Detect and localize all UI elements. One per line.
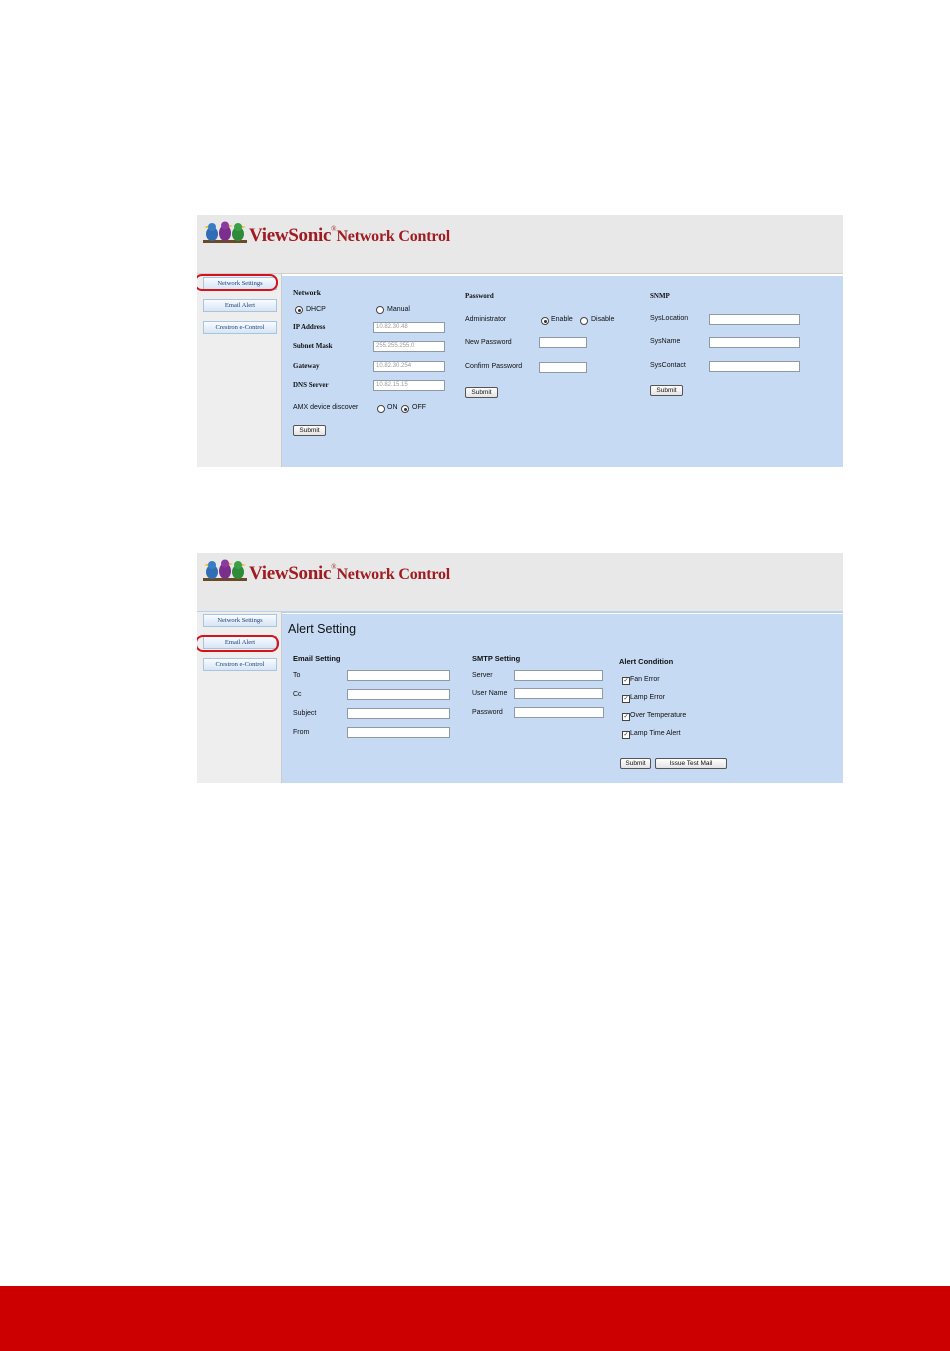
subject-label: Subject xyxy=(293,710,317,717)
over-temperature-label: Over Temperature xyxy=(630,712,687,719)
subject-input[interactable] xyxy=(347,708,450,719)
password-submit-button[interactable]: Submit xyxy=(465,387,498,398)
brand-name: ViewSonic xyxy=(249,225,332,246)
smtp-setting-heading: SMTP Setting xyxy=(472,654,521,663)
lamp-time-alert-label: Lamp Time Alert xyxy=(630,730,681,737)
subnet-mask-input[interactable]: 255.255.255.0 xyxy=(373,341,445,352)
cc-label: Cc xyxy=(293,691,302,698)
lamp-error-checkbox[interactable]: ✓ xyxy=(623,696,629,702)
amx-on-label: ON xyxy=(387,404,398,411)
sidebar-item-crestron-e-control[interactable]: Crestron e-Control xyxy=(203,321,277,334)
issue-test-mail-button[interactable]: Issue Test Mail xyxy=(655,758,727,769)
sidebar-item-email-alert[interactable]: Email Alert xyxy=(203,299,277,312)
user-name-label: User Name xyxy=(472,690,508,697)
ip-address-label: IP Address xyxy=(293,323,326,331)
syslocation-label: SysLocation xyxy=(650,315,689,322)
header-bar xyxy=(197,215,843,274)
sidebar xyxy=(197,274,282,467)
amx-on-radio[interactable] xyxy=(377,405,385,413)
confirm-password-label: Confirm Password xyxy=(465,363,523,370)
manual-radio[interactable] xyxy=(376,306,384,314)
highlight-network-settings xyxy=(197,274,278,291)
network-settings-screenshot xyxy=(197,215,843,467)
server-label: Server xyxy=(472,672,493,679)
sysname-label: SysName xyxy=(650,338,681,345)
gateway-input[interactable]: 10.82.30.254 xyxy=(373,361,445,372)
amx-discover-label: AMX device discover xyxy=(293,404,359,411)
snmp-heading: SNMP xyxy=(650,292,670,300)
footer-bar xyxy=(0,1286,950,1351)
alert-condition-heading: Alert Condition xyxy=(619,657,674,666)
brand-registered-mark: ® xyxy=(331,563,337,571)
smtp-password-label: Password xyxy=(472,709,503,716)
network-settings-panel xyxy=(282,276,843,467)
syscontact-input[interactable] xyxy=(709,361,800,372)
new-password-label: New Password xyxy=(465,339,512,346)
dhcp-label: DHCP xyxy=(306,306,326,313)
admin-disable-radio[interactable] xyxy=(580,317,588,325)
amx-off-label: OFF xyxy=(412,404,426,411)
highlight-email-alert xyxy=(197,635,279,652)
network-submit-button[interactable]: Submit xyxy=(293,425,326,436)
brand-logo-text xyxy=(249,225,450,247)
dns-server-input[interactable]: 10.82.15.15 xyxy=(373,380,445,391)
birds-logo-icon xyxy=(203,559,247,583)
admin-enable-label: Enable xyxy=(551,316,573,323)
brand-subtitle: Network Control xyxy=(336,566,451,583)
syslocation-input[interactable] xyxy=(709,314,800,325)
brand-registered-mark: ® xyxy=(331,225,337,233)
brand-subtitle: Network Control xyxy=(336,228,451,245)
fan-error-checkbox[interactable]: ✓ xyxy=(623,678,629,684)
sysname-input[interactable] xyxy=(709,337,800,348)
ip-address-input[interactable]: 10.82.30.48 xyxy=(373,322,445,333)
smtp-password-input[interactable] xyxy=(514,707,604,718)
header-bar xyxy=(197,553,843,613)
user-name-input[interactable] xyxy=(514,688,603,699)
over-temperature-checkbox[interactable]: ✓ xyxy=(623,714,629,720)
cc-input[interactable] xyxy=(347,689,450,700)
admin-disable-label: Disable xyxy=(591,316,615,323)
to-label: To xyxy=(293,672,301,679)
lamp-time-alert-checkbox[interactable]: ✓ xyxy=(623,732,629,738)
sidebar-item-email-alert[interactable]: Email Alert xyxy=(203,636,277,649)
lamp-error-label: Lamp Error xyxy=(630,694,666,701)
to-input[interactable] xyxy=(347,670,450,681)
dns-server-label: DNS Server xyxy=(293,381,329,389)
brand-name: ViewSonic xyxy=(249,563,332,584)
from-input[interactable] xyxy=(347,727,450,738)
sidebar-item-crestron-e-control[interactable]: Crestron e-Control xyxy=(203,658,277,671)
manual-label: Manual xyxy=(387,306,410,313)
email-alert-screenshot xyxy=(197,553,843,783)
amx-off-radio[interactable] xyxy=(401,405,409,413)
email-setting-heading: Email Setting xyxy=(293,654,341,663)
page-title: Alert Setting xyxy=(288,622,357,636)
admin-enable-radio[interactable] xyxy=(541,317,549,325)
snmp-submit-button[interactable]: Submit xyxy=(650,385,683,396)
dhcp-radio[interactable] xyxy=(295,306,303,314)
brand-logo-text xyxy=(249,563,450,585)
alert-submit-button[interactable]: Submit xyxy=(620,758,651,769)
from-label: From xyxy=(293,729,310,736)
subnet-mask-label: Subnet Mask xyxy=(293,342,333,350)
email-alert-panel xyxy=(282,614,843,783)
server-input[interactable] xyxy=(514,670,603,681)
confirm-password-input[interactable] xyxy=(539,362,587,373)
network-heading: Network xyxy=(293,288,321,297)
syscontact-label: SysContact xyxy=(650,362,686,369)
new-password-input[interactable] xyxy=(539,337,587,348)
sidebar-item-network-settings[interactable]: Network Settings xyxy=(203,614,277,627)
sidebar-item-network-settings[interactable]: Network Settings xyxy=(203,277,277,290)
gateway-label: Gateway xyxy=(293,362,320,370)
administrator-label: Administrator xyxy=(465,316,507,323)
fan-error-label: Fan Error xyxy=(630,676,660,683)
birds-logo-icon xyxy=(203,221,247,245)
password-heading: Password xyxy=(465,292,494,300)
